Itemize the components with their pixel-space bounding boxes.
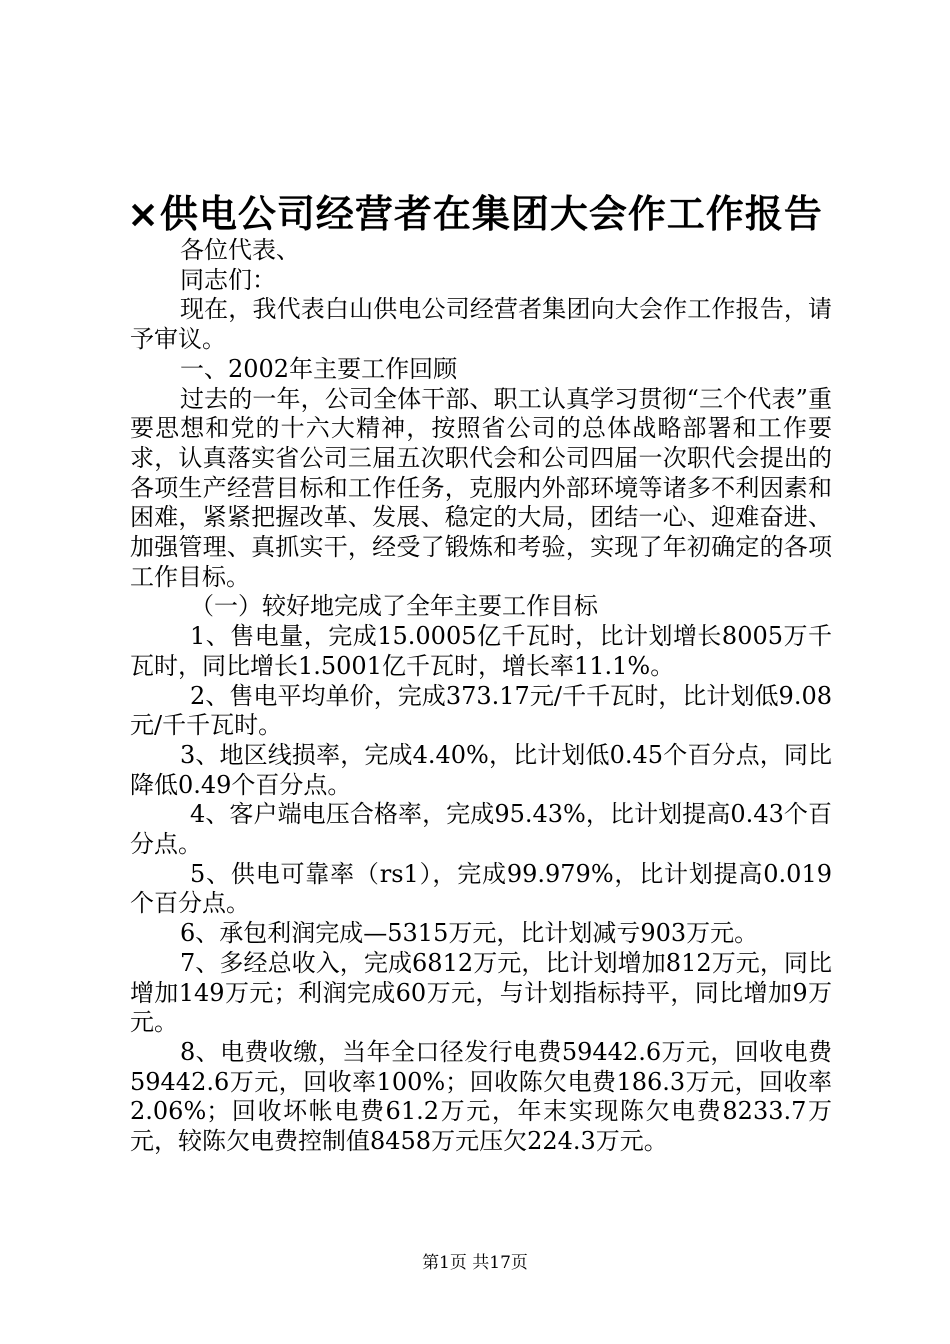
subsection-heading: （一）较好地完成了全年主要工作目标 <box>190 592 598 621</box>
document-body <box>130 236 832 1157</box>
salutation-line-1: 各位代表、 <box>180 236 300 264</box>
list-item: 8、电费收缴，当年全口径发行电费59442.6万元，回收电费59442.6万元，回收率100%；回收陈欠电费186.3万元，回收率2.06%；回收坏帐电费61.2万元，年末实现陈欠电费8233.7万元，较陈欠电费控制值8458万元压欠224.3万元。 <box>130 1037 832 1156</box>
list-item: 5、供电可靠率（rs1），完成99.979%，比计划提高0.019个百分点。 <box>130 859 832 918</box>
list-item: 1、售电量，完成15.0005亿千瓦时，比计划增长8005万千瓦时，同比增长1.5001亿千瓦时，增长率11.1%。 <box>130 622 832 680</box>
page-number-footer: 第1页 共17页 <box>422 1253 528 1273</box>
section-heading: 一、2002年主要工作回顾 <box>180 354 458 383</box>
list-item: 4、客户端电压合格率，完成95.43%，比计划提高0.43个百分点。 <box>130 800 832 859</box>
list-item: 3、地区线损率，完成4.40%，比计划低0.45个百分点，同比降低0.49个百分点。 <box>130 740 832 799</box>
list-item: 2、售电平均单价，完成373.17元/千千瓦时，比计划低9.08元/千千瓦时。 <box>130 681 832 740</box>
list-item: 6、承包利润完成—5315万元，比计划减亏903万元。 <box>180 919 759 948</box>
review-paragraph: 过去的一年，公司全体干部、职工认真学习贯彻“三个代表”重要思想和党的十六大精神，按照省公司的总体战略部署和工作要求，认真落实省公司三届五次职代会和公司四届一次职代会提出的各项生产经营目标和工作任务，克服内外部环境等诸多不利因素和困难，紧紧把握改革、发展、稳定的大局，团结一心、迎难奋进、加强管理、真抓实干，经受了锻炼和考验，实现了年初确定的各项工作目标。 <box>130 384 832 591</box>
list-item: 7、多经总收入，完成6812万元，比计划增加812万元，同比增加149万元；利润完成60万元，与计划指标持平，同比增加9万元。 <box>130 948 832 1037</box>
salutation-line-2: 同志们： <box>180 265 276 294</box>
document-title: ×供电公司经营者在集团大会作工作报告 <box>127 192 823 236</box>
opening-paragraph: 现在，我代表白山供电公司经营者集团向大会作工作报告，请予审议。 <box>130 295 832 354</box>
